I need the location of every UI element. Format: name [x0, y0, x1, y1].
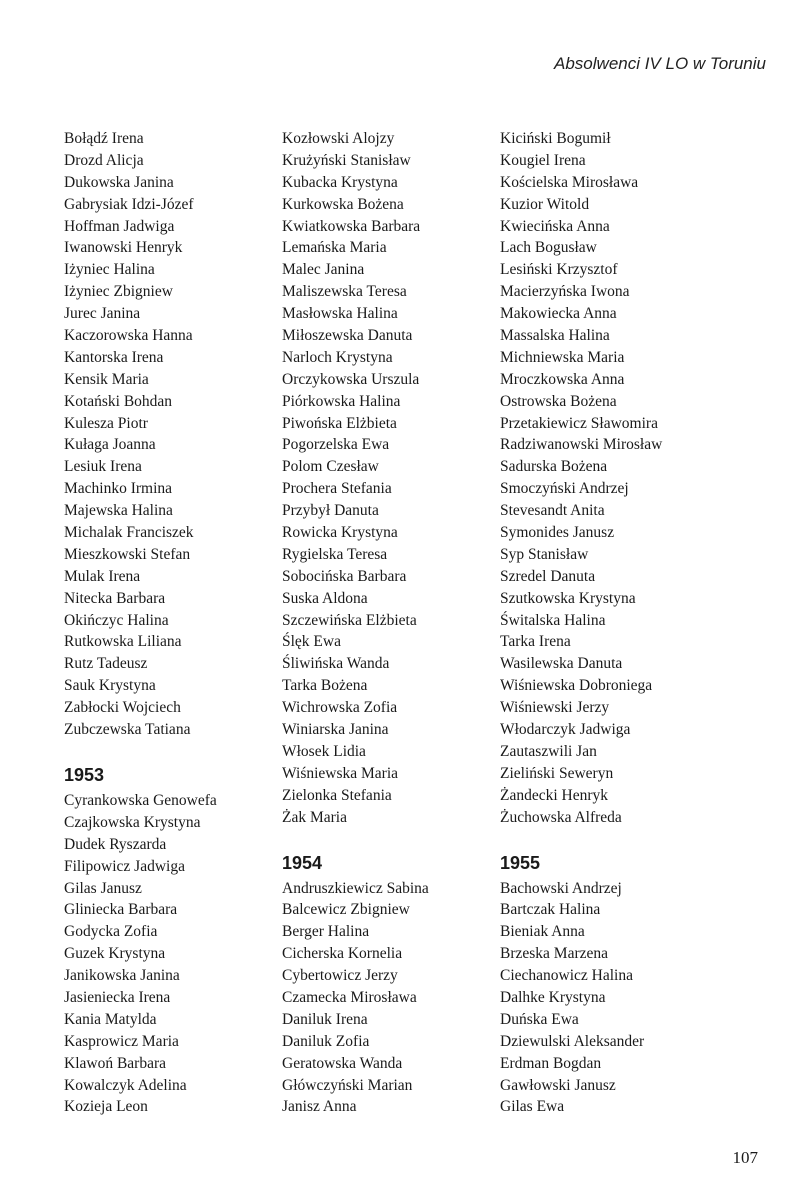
list-item: Macierzyńska Iwona — [500, 283, 630, 301]
list-item: Włodarczyk Jadwiga — [500, 721, 631, 739]
list-item: Mieszkowski Stefan — [64, 545, 191, 563]
list-item: Rutkowska Liliana — [64, 633, 182, 651]
list-item: Żuchowska Alfreda — [500, 808, 622, 826]
list-item: Rygielska Teresa — [282, 545, 388, 563]
list-item: Lach Bogusław — [500, 239, 597, 257]
column-3 — [500, 128, 745, 1118]
list-item: Cybertowicz Jerzy — [282, 967, 398, 985]
list-item: Zielonka Stefania — [282, 786, 392, 804]
list-item: Klawoń Barbara — [64, 1054, 166, 1072]
list-item: Radziwanowski Mirosław — [500, 436, 663, 454]
list-item: Ciechanowicz Halina — [500, 967, 633, 985]
list-item: Dziewulski Aleksander — [500, 1032, 645, 1050]
list-item: Miłoszewska Danuta — [282, 327, 413, 345]
list-item: Hoffman Jadwiga — [64, 217, 175, 235]
list-item: Świtalska Halina — [500, 611, 606, 629]
list-item: Daniluk Zofia — [282, 1032, 370, 1050]
list-item: Makowiecka Anna — [500, 305, 617, 323]
name-list — [282, 128, 527, 829]
list-item: Krużyński Stanisław — [282, 151, 411, 169]
list-item: Kougiel Irena — [500, 151, 586, 169]
list-item: Majewska Halina — [64, 502, 173, 520]
list-item: Iwanowski Henryk — [64, 239, 183, 257]
list-item: Kuzior Witold — [500, 195, 590, 213]
list-item: Kantorska Irena — [64, 348, 164, 366]
list-item: Drozd Alicja — [64, 151, 144, 169]
list-item: Filipowicz Jadwiga — [64, 857, 185, 875]
list-item: Ślęk Ewa — [282, 633, 341, 651]
list-item: Brzeska Marzena — [500, 945, 609, 963]
list-item: Przybył Danuta — [282, 502, 379, 520]
list-item: Duńska Ewa — [500, 1010, 579, 1028]
list-item: Kwiecińska Anna — [500, 217, 610, 235]
list-item: Iżyniec Zbigniew — [64, 283, 173, 301]
list-item: Narloch Krystyna — [282, 348, 393, 366]
list-item: Mulak Irena — [64, 567, 141, 585]
list-item: Daniluk Irena — [282, 1010, 368, 1028]
list-item: Polom Czesław — [282, 458, 379, 476]
list-item: Czajkowska Krystyna — [64, 813, 201, 831]
list-item: Winiarska Janina — [282, 721, 389, 739]
list-item: Wiśniewska Dobroniega — [500, 677, 653, 695]
list-item: Guzek Krystyna — [64, 945, 166, 963]
list-item: Żandecki Henryk — [500, 786, 609, 804]
list-item: Dudek Ryszarda — [64, 835, 167, 853]
list-item: Kościelska Mirosława — [500, 173, 639, 191]
list-item: Cicherska Kornelia — [282, 945, 403, 963]
list-item: Syp Stanisław — [500, 545, 589, 563]
list-item: Szredel Danuta — [500, 567, 596, 585]
list-item: Lemańska Maria — [282, 239, 387, 257]
list-item: Tarka Irena — [500, 633, 571, 651]
list-item: Balcewicz Zbigniew — [282, 901, 410, 919]
name-list — [282, 878, 527, 1119]
list-item: Kułaga Joanna — [64, 436, 156, 454]
list-item: Janikowska Janina — [64, 967, 180, 985]
list-item: Zubczewska Tatiana — [64, 721, 191, 739]
list-item: Geratowska Wanda — [282, 1054, 403, 1072]
list-item: Jasieniecka Irena — [64, 988, 171, 1006]
list-item: Pogorzelska Ewa — [282, 436, 390, 454]
list-item: Berger Halina — [282, 923, 370, 941]
list-item: Zieliński Seweryn — [500, 764, 614, 782]
list-item: Gawłowski Janusz — [500, 1076, 616, 1094]
list-item: Ostrowska Bożena — [500, 392, 617, 410]
list-item: Janisz Anna — [282, 1098, 357, 1116]
list-item: Machinko Irmina — [64, 480, 173, 498]
list-item: Kowalczyk Adelina — [64, 1076, 187, 1094]
list-item: Kiciński Bogumił — [500, 130, 611, 147]
list-item: Bieniak Anna — [500, 923, 585, 941]
list-item: Tarka Bożena — [282, 677, 368, 695]
list-item: Sadurska Bożena — [500, 458, 608, 476]
list-item: Massalska Halina — [500, 327, 610, 345]
list-item: Gabrysiak Idzi-Józef — [64, 195, 194, 213]
column-1 — [64, 128, 309, 1118]
page-number: 107 — [732, 1148, 758, 1167]
list-item: Szczewińska Elżbieta — [282, 611, 417, 629]
name-list — [500, 128, 745, 829]
list-item: Kwiatkowska Barbara — [282, 217, 421, 235]
list-item: Kulesza Piotr — [64, 414, 148, 432]
list-item: Czamecka Mirosława — [282, 988, 417, 1006]
year-heading: 1953 — [64, 764, 105, 785]
list-item: Zabłocki Wojciech — [64, 699, 181, 717]
list-item: Smoczyński Andrzej — [500, 480, 629, 498]
list-item: Bołądź Irena — [64, 130, 144, 147]
list-item: Kasprowicz Maria — [64, 1032, 179, 1050]
list-item: Gliniecka Barbara — [64, 901, 178, 919]
list-item: Przetakiewicz Sławomira — [500, 414, 658, 432]
list-item: Michalak Franciszek — [64, 524, 194, 542]
list-item: Godycka Zofia — [64, 923, 158, 941]
list-item: Piórkowska Halina — [282, 392, 401, 410]
list-item: Kozieja Leon — [64, 1098, 148, 1116]
year-heading: 1955 — [500, 852, 541, 873]
list-item: Mroczkowska Anna — [500, 370, 625, 388]
list-item: Michniewska Maria — [500, 348, 625, 366]
list-item: Szutkowska Krystyna — [500, 589, 636, 607]
list-item: Jurec Janina — [64, 305, 141, 323]
list-item: Maliszewska Teresa — [282, 283, 407, 301]
list-item: Prochera Stefania — [282, 480, 392, 498]
list-item: Kotański Bohdan — [64, 392, 173, 410]
list-item: Sobocińska Barbara — [282, 567, 407, 585]
list-item: Erdman Bogdan — [500, 1054, 602, 1072]
list-item: Masłowska Halina — [282, 305, 398, 323]
year-heading: 1954 — [282, 852, 323, 873]
list-item: Dalhke Krystyna — [500, 988, 606, 1006]
list-item: Kurkowska Bożena — [282, 195, 404, 213]
list-item: Suska Aldona — [282, 589, 368, 607]
name-list — [64, 128, 309, 741]
list-item: Bachowski Andrzej — [500, 879, 622, 897]
list-item: Wiśniewski Jerzy — [500, 699, 610, 717]
name-list — [500, 878, 745, 1119]
list-item: Dukowska Janina — [64, 173, 174, 191]
list-item: Cyrankowska Genowefa — [64, 791, 217, 809]
list-item: Wiśniewska Maria — [282, 764, 399, 782]
list-item: Kubacka Krystyna — [282, 173, 398, 191]
list-item: Orczykowska Urszula — [282, 370, 420, 388]
list-item: Włosek Lidia — [282, 742, 366, 760]
list-item: Gilas Ewa — [500, 1098, 565, 1116]
list-item: Piwońska Elżbieta — [282, 414, 397, 432]
list-item: Rowicka Krystyna — [282, 524, 398, 542]
list-item: Śliwińska Wanda — [282, 655, 390, 673]
list-item: Zautaszwili Jan — [500, 742, 597, 760]
list-item: Gilas Janusz — [64, 879, 142, 897]
list-item: Bartczak Halina — [500, 901, 601, 919]
list-item: Malec Janina — [282, 261, 365, 279]
list-item: Sauk Krystyna — [64, 677, 156, 695]
list-item: Iżyniec Halina — [64, 261, 155, 279]
list-item: Lesiński Krzysztof — [500, 261, 618, 279]
list-item: Rutz Tadeusz — [64, 655, 148, 673]
list-item: Nitecka Barbara — [64, 589, 166, 607]
running-header: Absolwenci IV LO w Toruniu — [554, 54, 766, 73]
column-2 — [282, 128, 527, 1118]
list-item: Kozłowski Alojzy — [282, 130, 395, 147]
list-item: Wasilewska Danuta — [500, 655, 623, 673]
list-item: Okińczyc Halina — [64, 611, 169, 629]
list-item: Andruszkiewicz Sabina — [282, 879, 429, 897]
list-item: Symonides Janusz — [500, 524, 615, 542]
list-item: Wichrowska Zofia — [282, 699, 398, 717]
list-item: Żak Maria — [282, 808, 347, 826]
list-item: Główczyński Marian — [282, 1076, 413, 1094]
list-item: Stevesandt Anita — [500, 502, 605, 520]
list-item: Kensik Maria — [64, 370, 149, 388]
list-item: Kania Matylda — [64, 1010, 157, 1028]
list-item: Lesiuk Irena — [64, 458, 142, 476]
name-list — [64, 790, 309, 1118]
list-item: Kaczorowska Hanna — [64, 327, 193, 345]
